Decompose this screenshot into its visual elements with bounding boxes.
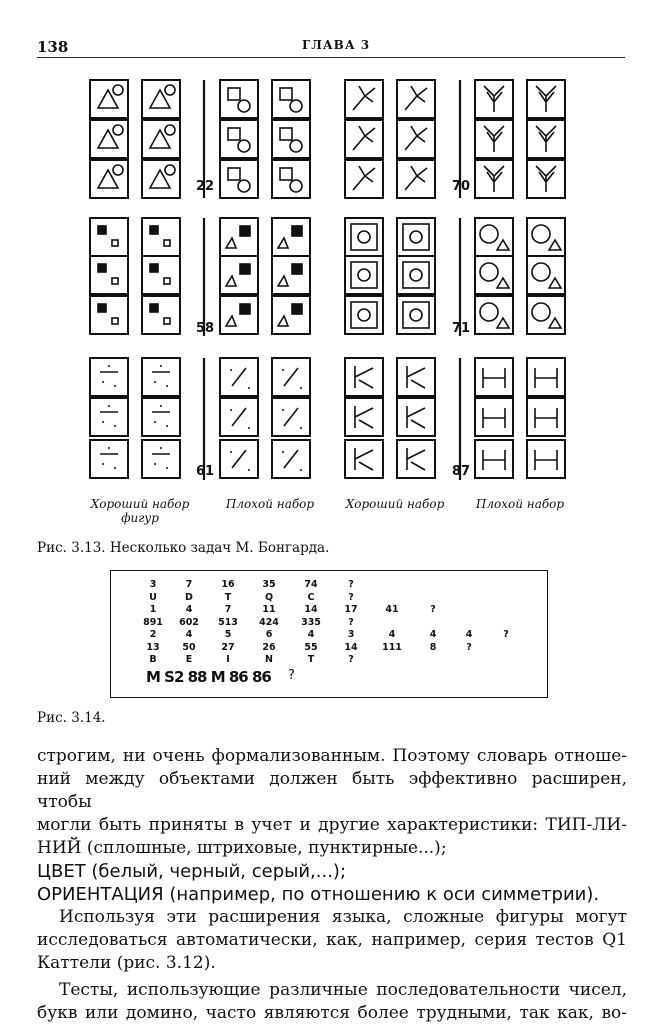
circle-shape <box>165 165 175 175</box>
filled-square <box>150 264 158 272</box>
triangle-shape <box>549 278 561 288</box>
filled-square <box>240 264 250 274</box>
square-shape <box>280 88 292 100</box>
bongard-box <box>90 218 128 256</box>
sequence-cell: 513 <box>218 616 238 628</box>
dots-and-line <box>100 366 118 386</box>
bongard-box <box>272 120 310 158</box>
sequence-cell: 14 <box>304 604 318 615</box>
sequence-cell: 3 <box>347 629 355 640</box>
sequence-cell: T <box>307 654 315 665</box>
running-head: ГЛАВА 3 <box>302 38 371 52</box>
caption-good-set-1: Хороший набор фигур <box>90 497 190 525</box>
bongard-box <box>345 398 383 436</box>
stroke-figure <box>407 406 425 428</box>
caption-good-set-2: Хороший набор <box>345 497 445 511</box>
sequence-cell: 424 <box>259 616 279 628</box>
square-shape <box>280 128 292 140</box>
bongard-box <box>527 358 565 396</box>
branch-shape <box>536 86 556 112</box>
dots-and-line <box>230 408 250 428</box>
stroke-figure <box>355 366 373 388</box>
sequence-cell: 8 <box>429 641 437 653</box>
circle-shape <box>238 140 250 152</box>
body-line: ний между объектами должен быть эффективно расширен, чтобы <box>37 769 627 812</box>
sequence-cell: 27 <box>221 641 235 653</box>
filled-square <box>240 304 250 314</box>
square-shape <box>112 240 118 246</box>
circle-shape <box>358 309 370 321</box>
problem-number: 70 <box>452 179 471 194</box>
problem-number: 58 <box>196 321 215 336</box>
sequence-cell: 3 <box>149 579 157 590</box>
circle-shape <box>358 269 370 281</box>
problem-number: 22 <box>196 179 215 194</box>
square-shape <box>403 224 429 250</box>
stroke-figure <box>407 366 425 388</box>
square-shape <box>112 278 118 284</box>
circle-shape <box>113 85 123 95</box>
body-text <box>37 745 627 1025</box>
sequence-cell: ? <box>430 604 436 615</box>
triangle-shape <box>278 316 288 326</box>
bongard-box <box>142 80 180 118</box>
body-line: Используя эти расширения языка, сложные фигуры могут <box>59 907 627 927</box>
bongard-box <box>397 358 435 396</box>
problem-number: 71 <box>452 321 471 336</box>
stroke-figure <box>483 368 505 388</box>
stroke-figure <box>483 450 505 470</box>
bongard-box <box>397 398 435 436</box>
filled-square <box>292 226 302 236</box>
dots-and-line <box>152 406 170 426</box>
square-shape <box>403 262 429 288</box>
triangle-shape <box>226 316 236 326</box>
bongard-box <box>142 358 180 396</box>
sequence-cell: I <box>226 654 230 665</box>
body-line: могли быть приняты в учет и другие характеристики: ТИП-ЛИ- <box>37 815 627 835</box>
bongard-box <box>220 218 258 256</box>
bongard-box <box>345 80 383 118</box>
dots-and-line <box>230 450 250 470</box>
sequence-cell: C <box>307 591 315 603</box>
circle-shape <box>480 263 498 281</box>
branch-shape <box>405 86 427 110</box>
triangle-shape <box>150 170 170 188</box>
body-line: строгим, ни очень формализованным. Поэтому словарь отноше- <box>37 746 627 766</box>
bongard-box <box>475 358 513 396</box>
triangle-shape <box>549 318 561 328</box>
bongard-box <box>397 80 435 118</box>
circle-shape <box>113 165 123 175</box>
sequence-cell: 7 <box>224 604 232 615</box>
bongard-box <box>220 120 258 158</box>
sequence-cell: U <box>149 591 157 603</box>
dots-and-line <box>282 368 302 388</box>
branch-shape <box>536 166 556 192</box>
triangle-shape <box>497 278 509 288</box>
square-shape <box>403 302 429 328</box>
sequence-cell: D <box>185 591 193 603</box>
figure-3-14-caption: Рис. 3.14. <box>37 710 106 726</box>
bongard-box <box>272 80 310 118</box>
circle-shape <box>113 125 123 135</box>
square-shape <box>164 278 170 284</box>
sequence-cell: 1 <box>149 604 157 615</box>
bongard-box <box>142 440 180 478</box>
bongard-box <box>345 358 383 396</box>
bongard-box <box>220 296 258 334</box>
sequence-cell: 74 <box>304 579 318 590</box>
filled-square <box>98 264 106 272</box>
square-shape <box>164 318 170 324</box>
branch-shape <box>484 86 504 112</box>
sequence-cell: 14 <box>344 641 358 653</box>
bongard-box <box>272 160 310 198</box>
sequence-cell: 5 <box>224 629 232 640</box>
triangle-shape <box>278 238 288 248</box>
sequence-cell: 17 <box>344 604 358 615</box>
dots-and-line <box>100 406 118 426</box>
sequence-cell: 6 <box>265 629 273 640</box>
branch-shape <box>484 126 504 152</box>
square-shape <box>351 224 377 250</box>
sequence-cell: 4 <box>185 604 193 615</box>
triangle-shape <box>98 90 118 108</box>
circle-shape <box>480 303 498 321</box>
bongard-box <box>527 398 565 436</box>
bongard-box <box>142 218 180 256</box>
dots-and-line <box>152 366 170 386</box>
body-line: Тесты, использующие различные последовательности чисел, <box>59 980 627 1000</box>
sequence-cell: ? <box>348 616 354 628</box>
bongard-box <box>272 296 310 334</box>
bongard-box <box>220 256 258 294</box>
bongard-box <box>272 256 310 294</box>
domino-sequence: M S2 88 M 86 86 <box>146 668 271 686</box>
page-number: 138 <box>37 38 69 56</box>
bongard-box <box>397 160 435 198</box>
sequence-cell: 55 <box>304 641 318 653</box>
circle-shape <box>290 180 302 192</box>
bongard-box <box>345 120 383 158</box>
dots-and-line <box>230 368 250 388</box>
bongard-box <box>345 440 383 478</box>
filled-square <box>150 226 158 234</box>
circle-shape <box>165 85 175 95</box>
sequence-cell: 4 <box>388 629 396 640</box>
dots-and-line <box>282 408 302 428</box>
circle-shape <box>358 231 370 243</box>
triangle-shape <box>98 170 118 188</box>
filled-square <box>150 304 158 312</box>
triangle-shape <box>497 318 509 328</box>
bongard-box <box>272 218 310 256</box>
bongard-box <box>90 160 128 198</box>
domino-question: ? <box>288 668 295 683</box>
sequence-cell: 602 <box>179 616 199 628</box>
triangle-shape <box>226 276 236 286</box>
body-line: Каттели (рис. 3.12). <box>37 953 216 973</box>
sequence-cell: 50 <box>182 641 196 653</box>
sequence-tests-box <box>110 570 548 698</box>
square-shape <box>351 302 377 328</box>
bongard-box <box>397 120 435 158</box>
triangle-shape <box>150 130 170 148</box>
problem-number: 61 <box>196 464 215 479</box>
body-line: ЦВЕТ (белый, черный, серый,...); <box>37 861 347 882</box>
square-shape <box>351 262 377 288</box>
square-shape <box>164 240 170 246</box>
bongard-box <box>90 398 128 436</box>
sequence-cell: 4 <box>429 629 437 640</box>
bongard-box <box>142 296 180 334</box>
circle-shape <box>532 225 550 243</box>
bongard-box <box>345 160 383 198</box>
sequence-cell: 2 <box>149 629 157 640</box>
dots-and-line <box>100 448 118 468</box>
bongard-box <box>90 80 128 118</box>
sequence-cell: ? <box>466 641 472 653</box>
bongard-box <box>475 398 513 436</box>
sequence-cell: 7 <box>185 579 193 590</box>
bongard-box <box>90 296 128 334</box>
circle-shape <box>410 309 422 321</box>
sequence-cell: ? <box>348 579 354 590</box>
dots-and-line <box>282 450 302 470</box>
sequence-cell: E <box>185 654 193 665</box>
sequence-cell: 11 <box>262 604 276 615</box>
bongard-box <box>90 440 128 478</box>
bongard-box <box>142 120 180 158</box>
sequence-cell: 13 <box>146 641 160 653</box>
circle-shape <box>290 100 302 112</box>
branch-shape <box>405 166 427 190</box>
problem-number: 87 <box>452 464 471 479</box>
sequence-cell: 16 <box>221 579 235 590</box>
stroke-figure <box>535 408 557 428</box>
triangle-shape <box>278 276 288 286</box>
branch-shape <box>405 126 427 150</box>
sequence-cell: ? <box>348 654 354 665</box>
branch-shape <box>353 126 375 150</box>
triangle-shape <box>549 240 561 250</box>
bongard-box <box>475 440 513 478</box>
circle-shape <box>238 180 250 192</box>
bongard-box <box>397 440 435 478</box>
stroke-figure <box>535 450 557 470</box>
circle-shape <box>532 263 550 281</box>
square-shape <box>228 128 240 140</box>
sequence-cell: B <box>149 654 157 665</box>
sequence-cell: N <box>265 654 273 665</box>
filled-square <box>98 226 106 234</box>
caption-bad-set-2: Плохой набор <box>475 497 565 511</box>
triangle-shape <box>497 240 509 250</box>
sequence-cell: 4 <box>307 629 315 640</box>
bongard-box <box>142 256 180 294</box>
stroke-figure <box>407 448 425 470</box>
branch-shape <box>536 126 556 152</box>
body-line: ОРИЕНТАЦИЯ (например, по отношению к оси симметрии). <box>37 884 600 905</box>
sequence-cell: 335 <box>301 616 321 628</box>
circle-shape <box>532 303 550 321</box>
branch-shape <box>353 166 375 190</box>
body-line: букв или домино, часто являются более трудными, так как, во- <box>37 1003 627 1023</box>
filled-square <box>292 264 302 274</box>
stroke-figure <box>355 448 373 470</box>
bongard-box <box>90 358 128 396</box>
bongard-box <box>220 160 258 198</box>
filled-square <box>292 304 302 314</box>
sequence-cell: 41 <box>385 604 399 615</box>
sequence-cell: Q <box>264 591 274 603</box>
sequence-cell: ? <box>503 629 509 640</box>
bongard-glyphs <box>98 85 561 470</box>
bongard-box <box>527 440 565 478</box>
square-shape <box>112 318 118 324</box>
body-line: НИЙ (сплошные, штриховые, пунктирные...); <box>37 838 447 858</box>
sequence-cell: 111 <box>382 641 402 653</box>
branch-shape <box>353 86 375 110</box>
triangle-shape <box>226 238 236 248</box>
branch-shape <box>484 166 504 192</box>
sequence-cell: 4 <box>465 629 473 640</box>
bongard-box <box>142 160 180 198</box>
bongard-box <box>142 398 180 436</box>
stroke-figure <box>483 408 505 428</box>
circle-shape <box>238 100 250 112</box>
circle-shape <box>480 225 498 243</box>
sequence-cell: 891 <box>143 616 163 628</box>
sequence-cell: 4 <box>185 629 193 640</box>
bongard-box <box>90 120 128 158</box>
sequence-cell: ? <box>348 591 354 603</box>
stroke-figure <box>535 368 557 388</box>
triangle-shape <box>98 130 118 148</box>
stroke-figure <box>355 406 373 428</box>
circle-shape <box>165 125 175 135</box>
filled-square <box>240 226 250 236</box>
triangle-shape <box>150 90 170 108</box>
bongard-box <box>90 256 128 294</box>
caption-bad-set-1: Плохой набор <box>225 497 315 511</box>
sequence-cell: 35 <box>262 579 276 590</box>
bongard-box <box>220 80 258 118</box>
sequence-cell: T <box>224 591 232 603</box>
circle-shape <box>410 231 422 243</box>
sequence-cell: 26 <box>262 641 276 653</box>
dots-and-line <box>152 448 170 468</box>
circle-shape <box>290 140 302 152</box>
figure-3-13-caption: Рис. 3.13. Несколько задач М. Бонгарда. <box>37 540 330 556</box>
square-shape <box>228 168 240 180</box>
body-line: исследоваться автоматически, как, например, серия тестов Q1 <box>37 930 627 950</box>
circle-shape <box>410 269 422 281</box>
square-shape <box>228 88 240 100</box>
filled-square <box>98 304 106 312</box>
square-shape <box>280 168 292 180</box>
